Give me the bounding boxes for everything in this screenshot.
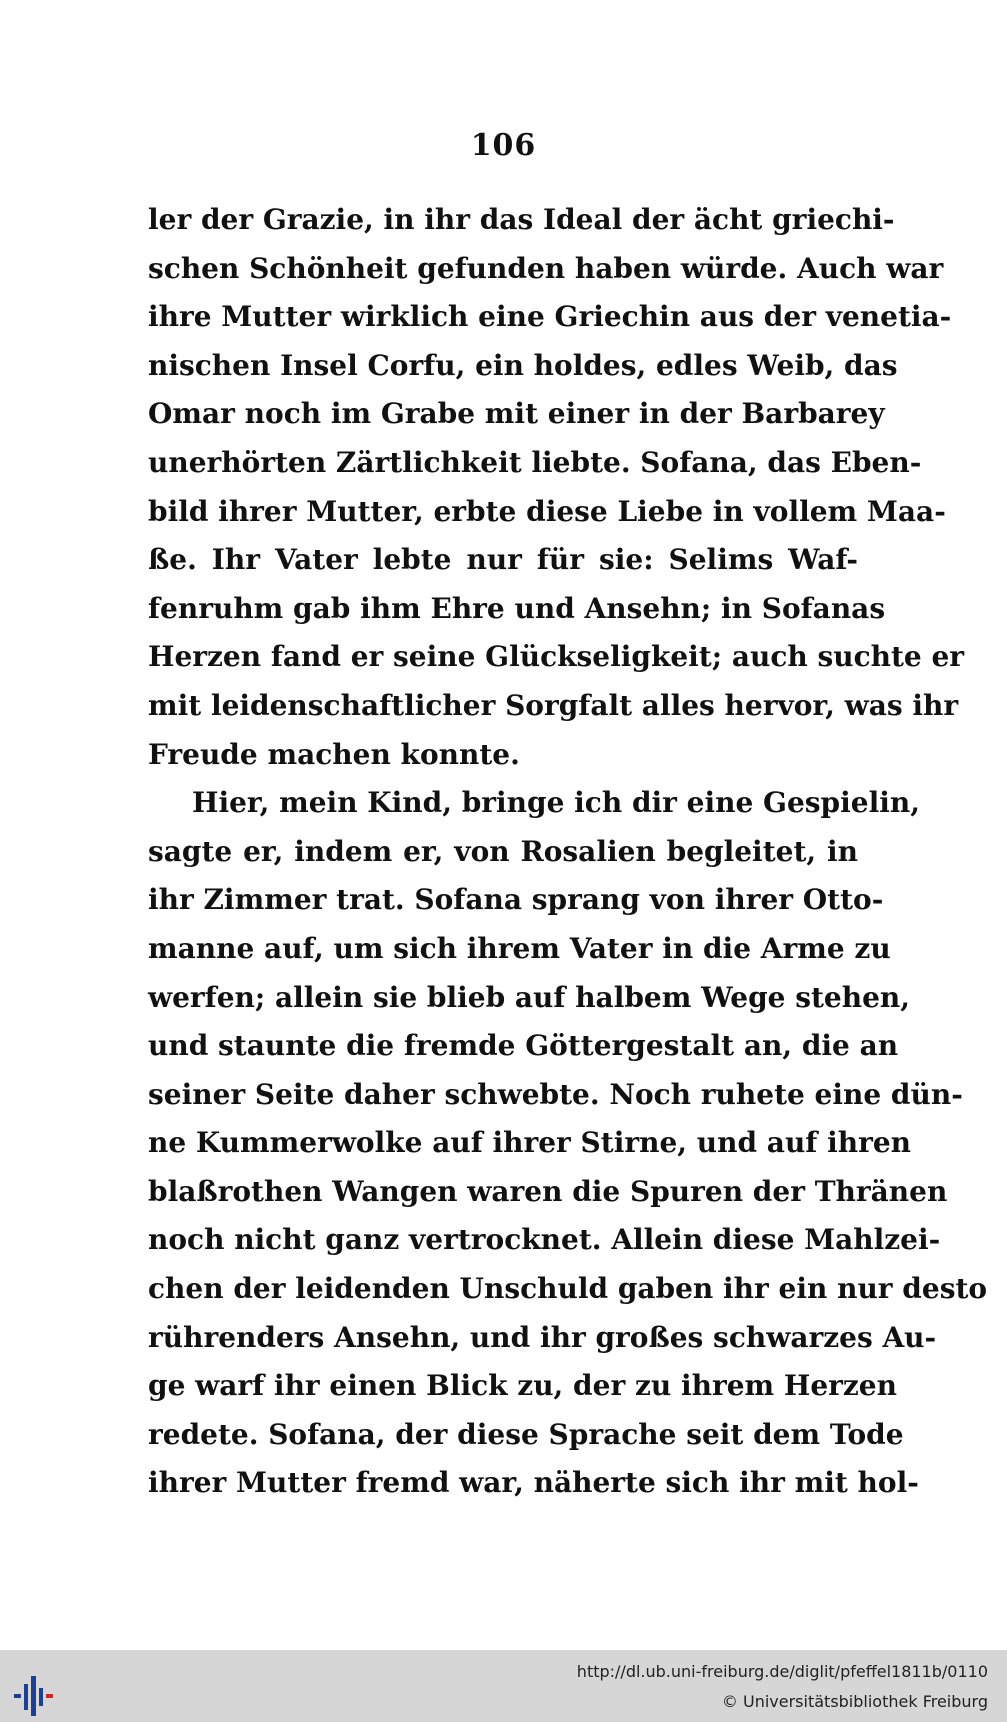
text-line: ge warf ihr einen Blick zu, der zu ihrem Herzen	[148, 1369, 897, 1403]
text-line: und staunte die fremde Göttergestalt an, die an	[148, 1029, 899, 1063]
text-line: unerhörten Zärtlichkeit liebte. Sofana, das Eben-	[148, 445, 922, 479]
ub-freiburg-logo-icon[interactable]	[14, 1670, 62, 1716]
text-line: noch nicht ganz vertrocknet. Allein diese Mahlzei-	[148, 1223, 941, 1257]
text-line: seiner Seite daher schwebte. Noch ruhete eine dün-	[148, 1077, 963, 1111]
text-line: ler der Grazie, in ihr das Ideal der ächt griechi-	[148, 203, 895, 236]
text-line: schen Schönheit gefunden haben würde. Auch war	[148, 251, 944, 285]
text-line: mit leidenschaftlicher Sorgfalt alles hervor, was ihr	[148, 688, 959, 722]
text-line: fenruhm gab ihm Ehre und Ansehn; in Sofanas	[148, 591, 886, 625]
text-line: ne Kummerwolke auf ihrer Stirne, und auf ihren	[148, 1126, 912, 1160]
text-line: sagte er, indem er, von Rosalien begleitet, in	[148, 834, 858, 868]
text-line: ihr Zimmer trat. Sofana sprang von ihrer Otto-	[148, 883, 884, 917]
text-line: ße. Ihr Vater lebte nur für sie: Selims Waf-	[148, 543, 858, 577]
footer-bar	[0, 1650, 1007, 1722]
footer-copyright: © Universitätsbibliothek Freiburg	[721, 1692, 988, 1711]
text-line: manne auf, um sich ihrem Vater in die Arme zu	[148, 931, 891, 965]
text-line: redete. Sofana, der diese Sprache seit dem Tode	[148, 1417, 904, 1451]
text-line: rührenders Ansehn, und ihr großes schwarzes Au-	[148, 1320, 937, 1354]
text-line: nischen Insel Corfu, ein holdes, edles Weib, das	[148, 348, 898, 382]
page-number: 106	[470, 128, 537, 163]
text-line: werfen; allein sie blieb auf halbem Wege stehen,	[148, 980, 911, 1014]
text-line: blaßrothen Wangen waren die Spuren der Thränen	[148, 1174, 948, 1208]
text-line: bild ihrer Mutter, erbte diese Liebe in vollem Maa-	[148, 494, 946, 528]
text-line: Freude machen konnte.	[148, 737, 520, 771]
text-line: ihrer Mutter fremd war, näherte sich ihr mit hol-	[148, 1466, 919, 1500]
text-line: chen der leidenden Unschuld gaben ihr ein nur desto	[148, 1272, 988, 1306]
footer-url[interactable]: http://dl.ub.uni-freiburg.de/diglit/pfeffel1811b/0110	[576, 1662, 988, 1681]
text-line: Hier, mein Kind, bringe ich dir eine Gespielin,	[192, 786, 920, 820]
text-line: Omar noch im Grabe mit einer in der Barbarey	[148, 397, 885, 431]
page-text	[148, 196, 988, 1508]
text-line: Herzen fand er seine Glückseligkeit; auch suchte er	[148, 640, 965, 674]
text-line: ihre Mutter wirklich eine Griechin aus der venetia-	[148, 300, 952, 334]
